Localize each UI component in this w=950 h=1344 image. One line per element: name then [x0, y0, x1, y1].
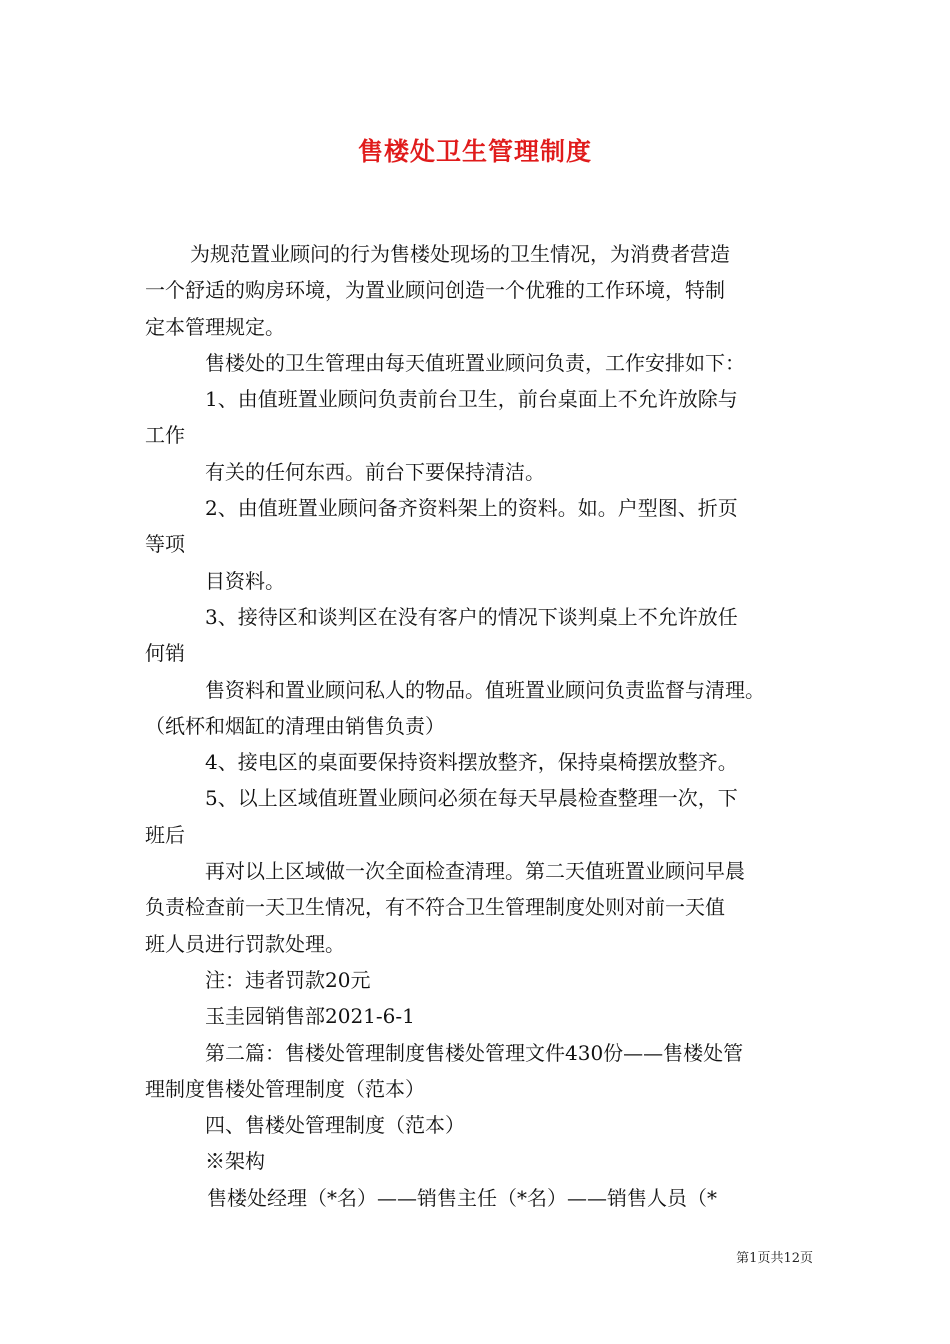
- paragraph-line: 理制度售楼处管理制度（范本）: [145, 1076, 425, 1101]
- paragraph-line: 一个舒适的购房环境，为置业顾问创造一个优雅的工作环境，特制: [145, 278, 725, 303]
- paragraph-line: 5、以上区域值班置业顾问必须在每天早晨检查整理一次，下: [205, 786, 738, 811]
- paragraph-line: 1、由值班置业顾问负责前台卫生，前台桌面上不允许放除与: [205, 387, 738, 412]
- paragraph-line: 为规范置业顾问的行为售楼处现场的卫生情况，为消费者营造: [190, 242, 730, 266]
- paragraph-line: 班后: [145, 822, 185, 847]
- document-body: [145, 236, 825, 1216]
- paragraph-line: ※架构: [205, 1149, 265, 1174]
- paragraph-line: 4、接电区的桌面要保持资料摆放整齐，保持桌椅摆放整齐。: [205, 750, 738, 775]
- paragraph-line: 定本管理规定。: [145, 314, 285, 339]
- paragraph-line: 工作: [145, 423, 185, 448]
- paragraph-line: 班人员进行罚款处理。: [145, 931, 345, 956]
- paragraph-line: 售楼处的卫生管理由每天值班置业顾问负责，工作安排如下：: [205, 350, 745, 375]
- page-number: 第1页共12页: [736, 1251, 813, 1266]
- paragraph-line: 有关的任何东西。前台下要保持清洁。: [205, 459, 545, 484]
- paragraph-line: 何销: [145, 641, 185, 666]
- paragraph-line: 第二篇：售楼处管理制度售楼处管理文件430份——售楼处管: [205, 1040, 744, 1065]
- paragraph-line: 售楼处经理（*名）——销售主任（*名）——销售人员（*: [207, 1185, 717, 1210]
- paragraph-line: 2、由值班置业顾问备齐资料架上的资料。如。户型图、折页: [205, 496, 738, 521]
- paragraph-line: 目资料。: [205, 568, 285, 593]
- paragraph-line: 注：违者罚款20元: [205, 967, 371, 992]
- paragraph-line: 四、售楼处管理制度（范本）: [205, 1113, 465, 1138]
- paragraph-line: 3、接待区和谈判区在没有客户的情况下谈判桌上不允许放任: [205, 604, 738, 629]
- paragraph-line: 玉圭园销售部2021-6-1: [205, 1004, 415, 1029]
- paragraph-line: 负责检查前一天卫生情况，有不符合卫生管理制度处则对前一天值: [145, 895, 725, 920]
- paragraph-line: （纸杯和烟缸的清理由销售负责）: [145, 713, 445, 738]
- document-title: 售楼处卫生管理制度: [357, 137, 592, 166]
- paragraph-line: 等项: [145, 532, 185, 557]
- paragraph-line: 再对以上区域做一次全面检查清理。第二天值班置业顾问早晨: [205, 859, 745, 884]
- paragraph-line: 售资料和置业顾问私人的物品。值班置业顾问负责监督与清理。: [205, 677, 765, 702]
